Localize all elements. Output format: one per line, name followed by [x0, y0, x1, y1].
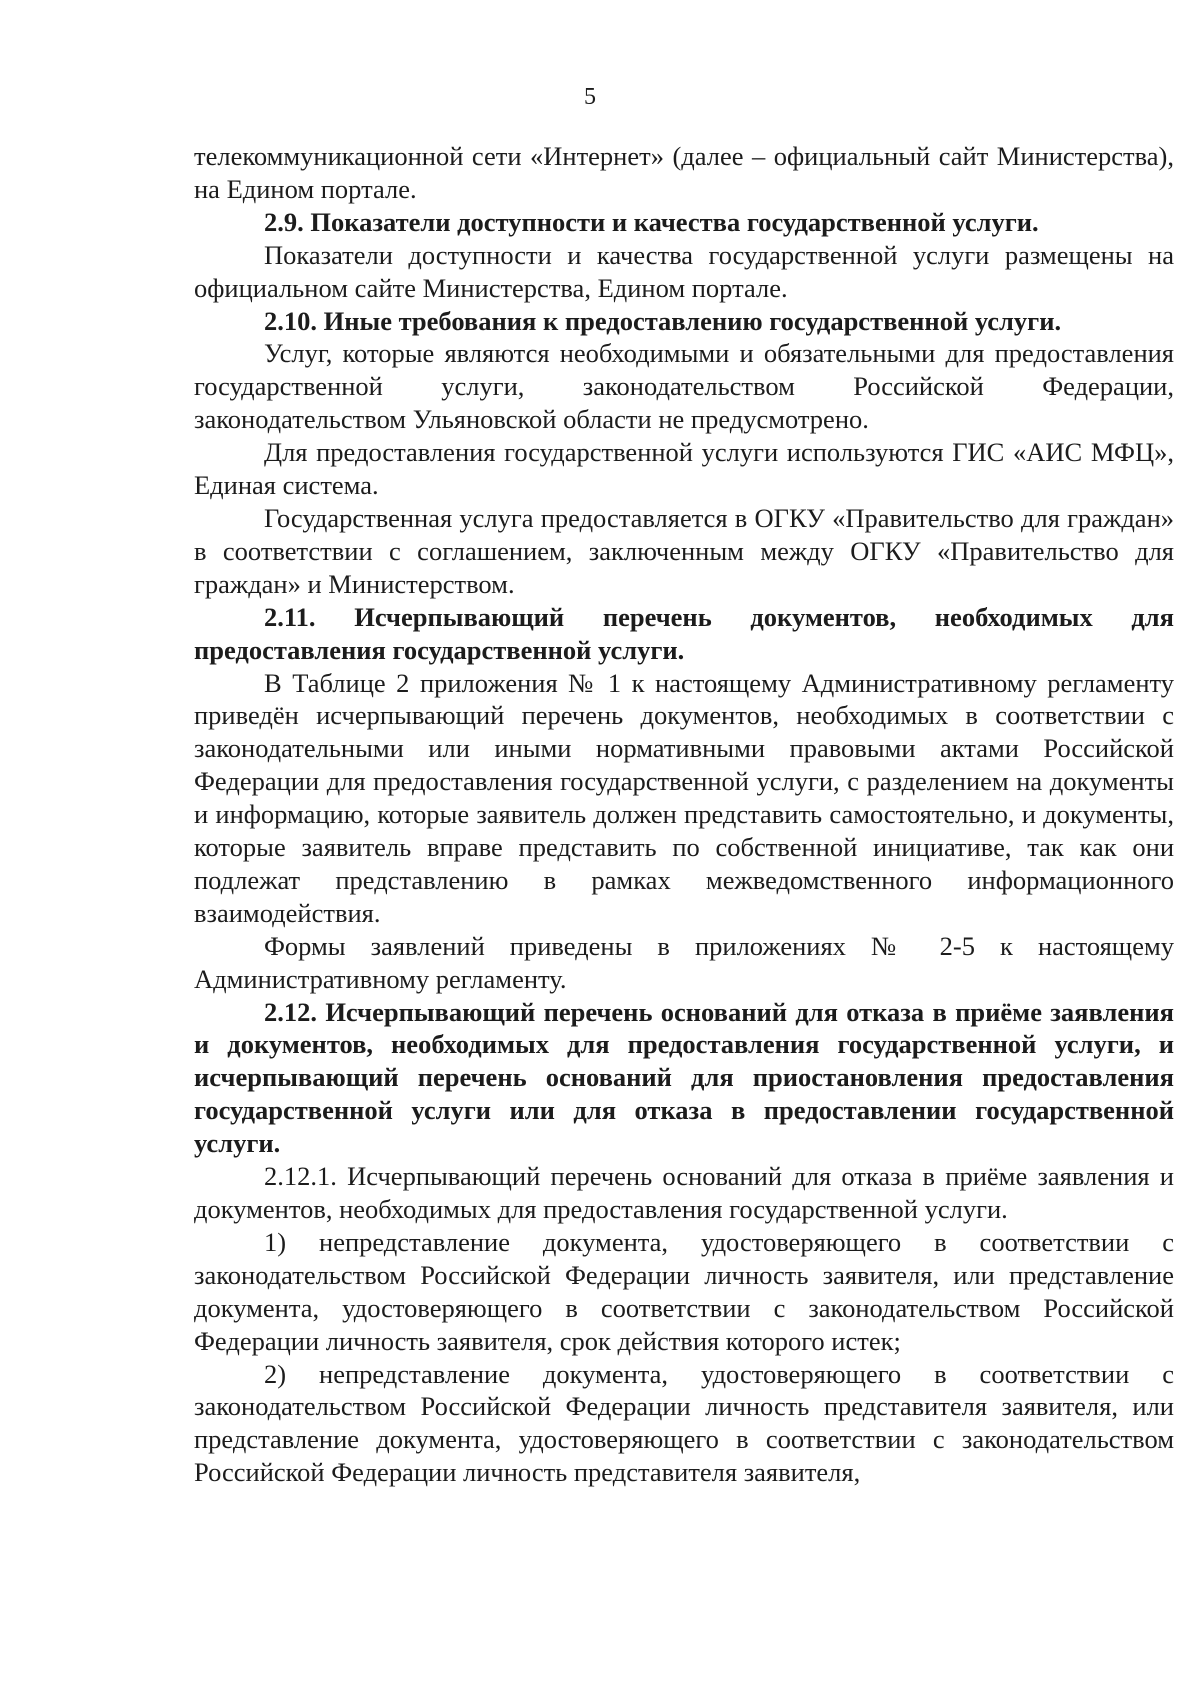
section-heading-2-9: 2.9. Показатели доступности и качества государственной услуги.	[264, 206, 1039, 237]
section-heading-2-10: 2.10. Иные требования к предоставлению государственной услуги.	[264, 305, 1062, 336]
paragraph: Формы заявлений приведены в приложениях № 2-5 к настоящему Административному регламенту.	[194, 930, 1174, 994]
section-heading-2-12: 2.12. Исчерпывающий перечень оснований для отказа в приёме заявления и документов, необходимых для предоставления государственной услуги, и исчерпывающий перечень оснований для приостановления предоставления государственной услуги или для отказа в предоставлении государственной услуги.	[194, 996, 1174, 1159]
paragraph: Для предоставления государственной услуги используются ГИС «АИС МФЦ», Единая система.	[194, 437, 1174, 501]
page-number: 5	[584, 84, 596, 110]
list-item-1: 1) непредставление документа, удостоверяющего в соответствии с законодательством Российской Федерации личность заявителя, или представление документа, удостоверяющего в соответствии с законодательством Российской Федерации личность заявителя, срок действия которого истек;	[194, 1226, 1174, 1356]
list-item-2: 2) непредставление документа, удостоверяющего в соответствии с законодательством Российской Федерации личность представителя заявителя, или представление документа, удостоверяющего в соответствии с законодательством Российской Федерации личность представителя заявителя,	[194, 1358, 1174, 1488]
document-body	[194, 140, 1174, 1489]
section-heading-2-11: 2.11. Исчерпывающий перечень документов, необходимых для предоставления государственной услуги.	[194, 601, 1174, 665]
paragraph: В Таблице 2 приложения № 1 к настоящему Административному регламенту приведён исчерпывающий перечень документов, необходимых в соответствии с законодательными или иными нормативными правовыми актами Российской Федерации для предоставления государственной услуги, с разделением на документы и информацию, которые заявитель должен представить самостоятельно, и документы, которые заявитель вправе представить по собственной инициативе, так как они подлежат представлению в рамках межведомственного информационного взаимодействия.	[194, 667, 1174, 928]
paragraph: 2.12.1. Исчерпывающий перечень оснований для отказа в приёме заявления и документов, необходимых для предоставления государственной услуги.	[194, 1161, 1174, 1224]
document-page	[194, 0, 1174, 1697]
paragraph-continuation: телекоммуникационной сети «Интернет» (далее – официальный сайт Министерства), на Едином портале.	[194, 141, 1174, 204]
paragraph: Услуг, которые являются необходимыми и обязательными для предоставления государственной услуги, законодательством Российской Федерации, законодательством Ульяновской области не предусмотрено.	[194, 338, 1174, 435]
paragraph: Показатели доступности и качества государственной услуги размещены на официальном сайте Министерства, Едином портале.	[194, 239, 1174, 303]
paragraph: Государственная услуга предоставляется в ОГКУ «Правительство для граждан» в соответствии с соглашением, заключенным между ОГКУ «Правительство для граждан» и Министерством.	[194, 502, 1174, 599]
